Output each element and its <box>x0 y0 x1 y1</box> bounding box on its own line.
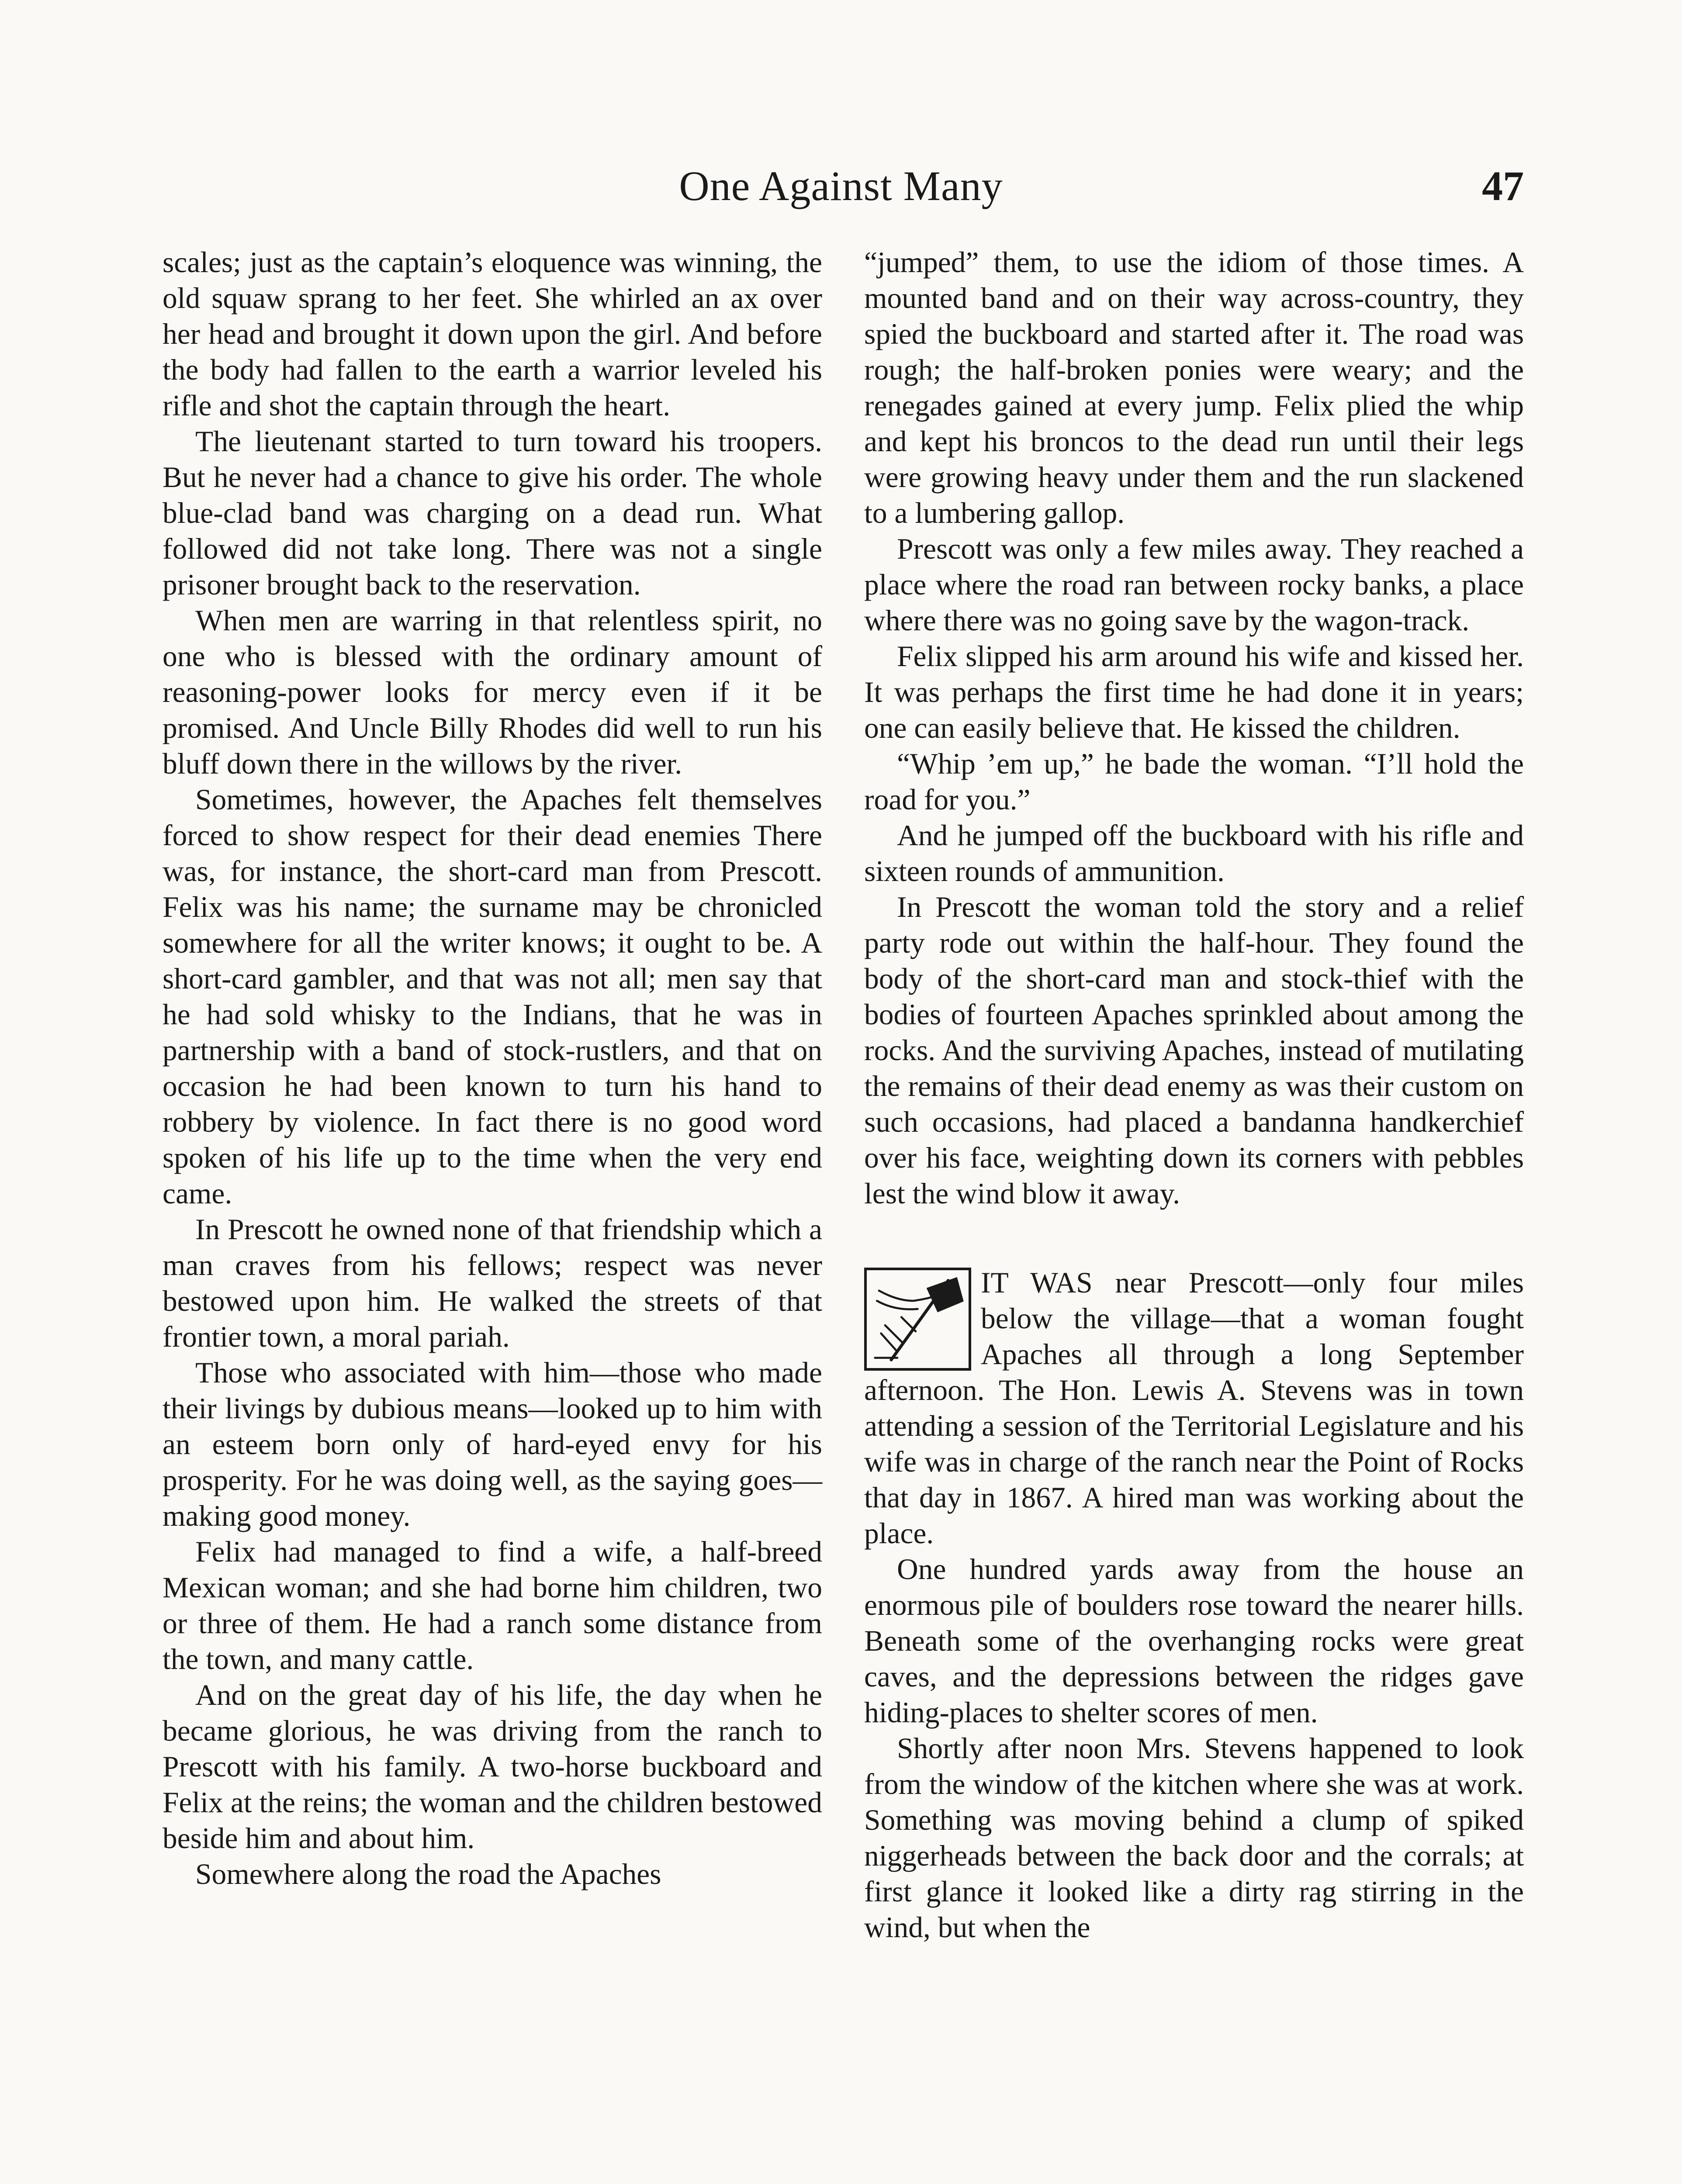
paragraph: scales; just as the captain’s eloquence was winning, the old squaw sprang to her feet. She whirled an ax over her head and brought it down upon the girl. And before the body had fallen to the earth a warrior leveled his rifle and shot the captain through the heart. <box>163 246 822 422</box>
paragraph: And on the great day of his life, the day when he became glorious, he was driving from the ranch to Prescott with his family. A two-horse buckboard and Felix at the reins; the woman and the children bestowed beside him and about him. <box>163 1679 822 1855</box>
paragraph: Shortly after noon Mrs. Stevens happened to look from the window of the kitchen where she was at work. Something was moving behind a clump of spiked niggerheads between the back door and the corrals; at first glance it looked like a dirty rag stirring in the wind, but when the <box>864 1732 1524 1944</box>
paragraph: Sometimes, however, the Apaches felt themselves forced to show respect for their dead enemies There was, for instance, the short-card man from Prescott. Felix was his name; the surname may be chronicled somewhere for all the writer knows; it ought to be. A short-card gambler, and that was not all; men say that he had sold whisky to the Indians, that he was in partnership with a band of stock-rustlers, and that on occasion he had been known to turn his hand to robbery by violence. In fact there is no good word spoken of his life up to the time when the very end came. <box>163 783 822 1210</box>
section-opening-paragraph <box>864 1265 1524 1552</box>
paragraph: “jumped” them, to use the idiom of those times. A mounted band and on their way across-country, they spied the buckboard and started after it. The road was rough; the half-broken ponies were weary; and the renegades gained at every jump. Felix plied the whip and kept his broncos to the dead run until their legs were growing heavy under them and the run slackened to a lumbering gallop. <box>864 246 1524 529</box>
running-head <box>0 162 1682 218</box>
paragraph: Felix slipped his arm around his wife and kissed her. It was perhaps the first time he had done it in years; one can easily believe that. He kissed the children. <box>864 640 1524 744</box>
paragraph: Felix had managed to find a wife, a half-breed Mexican woman; and she had borne him children, two or three of them. He had a ranch some distance from the town, and many cattle. <box>163 1535 822 1676</box>
tomahawk-icon <box>864 1268 971 1371</box>
paragraph: “Whip ’em up,” he bade the woman. “I’ll hold the road for you.” <box>864 747 1524 816</box>
paragraph: In Prescott he owned none of that friendship which a man craves from his fellows; respect was never bestowed upon him. He walked the streets of that frontier town, a moral pariah. <box>163 1213 822 1353</box>
paragraph: The lieutenant started to turn toward his troopers. But he never had a chance to give his order. The whole blue-clad band was charging on a dead run. What followed did not take long. There was not a single prisoner brought back to the reservation. <box>163 425 822 601</box>
paragraph: One hundred yards away from the house an enormous pile of boulders rose toward the nearer hills. Beneath some of the overhanging rocks were great caves, and the depressions between the ridges gave hiding-places to shelter scores of men. <box>864 1553 1524 1729</box>
paragraph: In Prescott the woman told the story and a relief party rode out within the half-hour. They found the body of the short-card man and stock-thief with the bodies of fourteen Apaches sprinkled about among the rocks. And the surviving Apaches, instead of mutilating the remains of their dead enemy as was their custom on such occasions, had placed a bandanna handkerchief over his face, weighting down its corners with pebbles lest the wind blow it away. <box>864 891 1524 1210</box>
right-column <box>864 245 1524 1946</box>
paragraph: Somewhere along the road the Apaches <box>195 1858 661 1890</box>
page-title: One Against Many <box>679 162 1003 209</box>
paragraph: When men are warring in that relentless spirit, no one who is blessed with the ordinary amount of reasoning-power looks for mercy even if it be promised. And Uncle Billy Rhodes did well to run his bluff down there in the willows by the river. <box>163 604 822 780</box>
left-column <box>163 245 822 1892</box>
paragraph: And he jumped off the buckboard with his rifle and sixteen rounds of ammunition. <box>864 819 1524 888</box>
section-opening-text: IT WAS near Prescott—only four miles below the village—that a woman fought Apaches all through a long September afternoon. The Hon. Lewis A. Stevens was in town attending a session of the Territorial Legislature and his wife was in charge of the ranch near the Point of Rocks that day in 1867. A hired man was working about the place. <box>864 1266 1524 1550</box>
paragraph: Prescott was only a few miles away. They reached a place where the road ran between rocky banks, a place where there was no going save by the wagon-track. <box>864 532 1524 637</box>
page-number: 47 <box>1482 162 1524 209</box>
paragraph: Those who associated with him—those who made their livings by dubious means—looked up to him with an esteem born only of hard-eyed envy for his prosperity. For he was doing well, as the saying goes—making good money. <box>163 1356 822 1532</box>
